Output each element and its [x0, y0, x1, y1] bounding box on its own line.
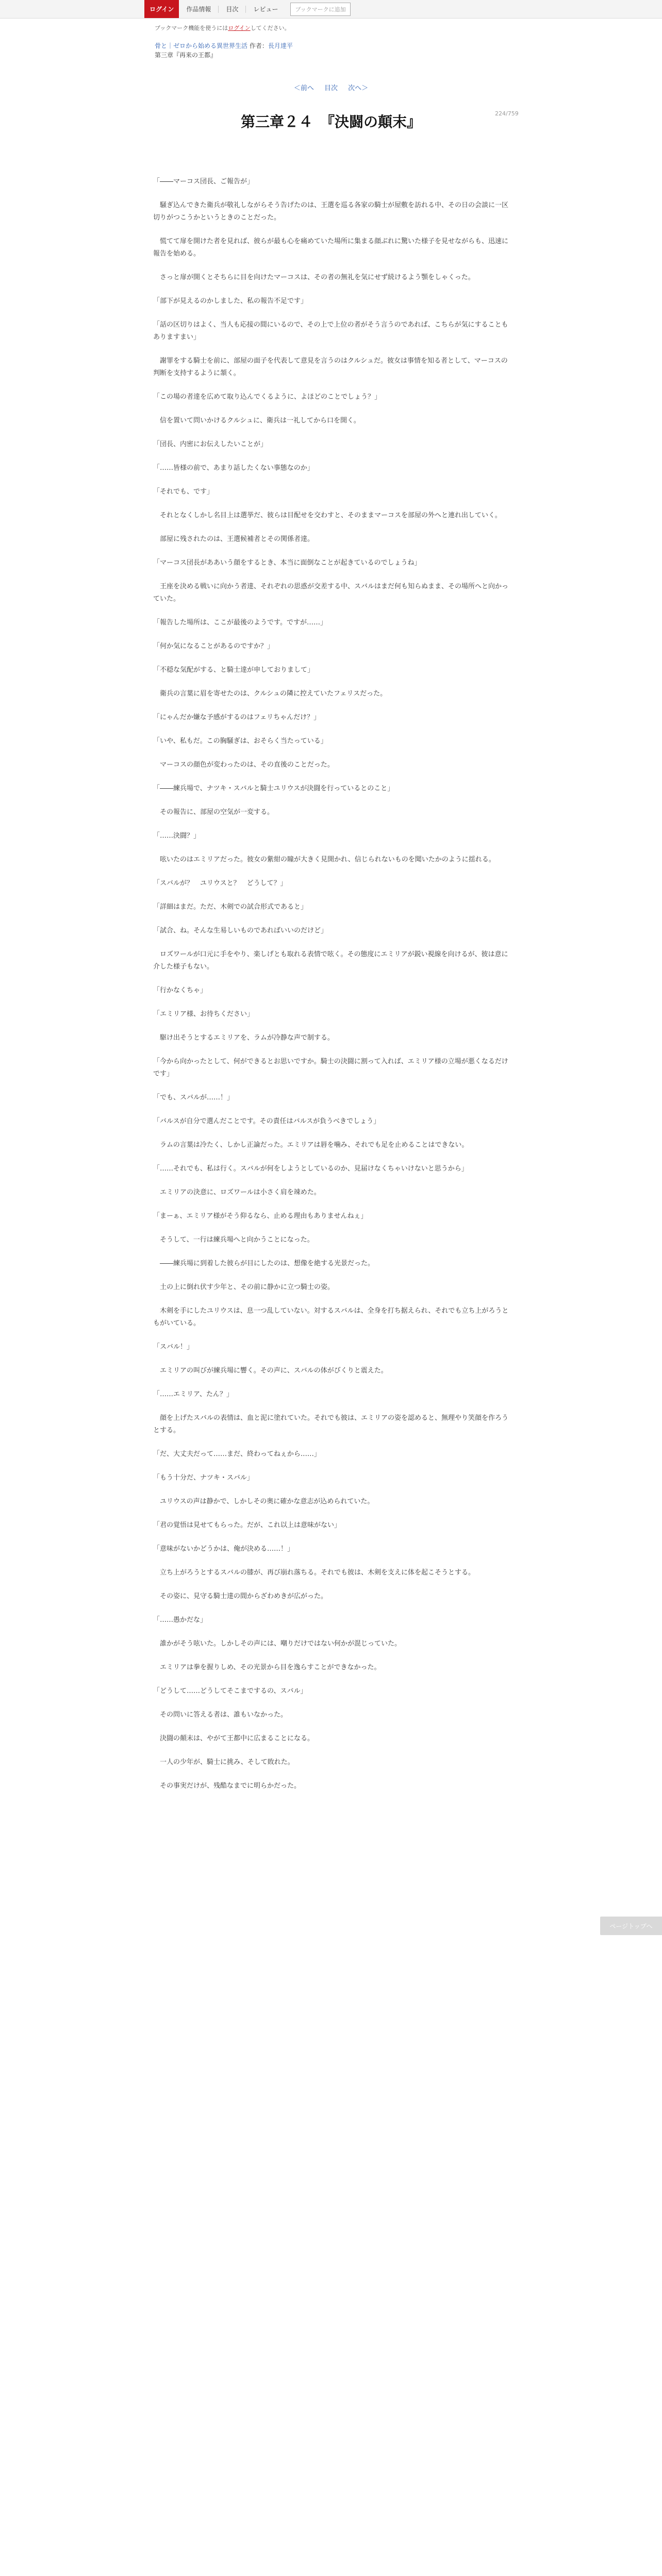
paragraph: 顔を上げたスバルの表情は、血と泥に塗れていた。それでも彼は、エミリアの姿を認めると、無理やり笑顔を作ろうとする。 — [153, 1414, 509, 1434]
paragraph: 王座を決める戦いに向かう者達、それぞれの思惑が交差する中、スバルはまだ何も知らぬまま、その場所へと向かっていた。 — [153, 583, 509, 603]
novel-content — [153, 176, 509, 1792]
paragraph: 「……皆様の前で、あまり話したくない事態なのか」 — [153, 464, 314, 472]
paragraph: 「バルスが自分で選んだことです。その責任はバルスが負うべきでしょう」 — [153, 1117, 380, 1125]
top-bar — [0, 0, 662, 19]
paragraph: ラムの言葉は冷たく、しかし正論だった。エミリアは唇を噛み、それでも足を止めることはできない。 — [160, 1141, 469, 1149]
paragraph: 「部下が見えるのかしました、私の報告不足です」 — [153, 297, 308, 305]
chapter-subtitle: 第三章『再来の王都』 — [155, 52, 217, 59]
paragraph: 「今から向かったとして、何ができるとお思いですか。騎士の決闘に割って入れば、エミリア様の立場が悪くなるだけです」 — [153, 1058, 508, 1078]
paragraph: ――練兵場に到着した彼らが目にしたのは、想像を絶する光景だった。 — [160, 1260, 375, 1267]
notice-login-link[interactable]: ログイン — [228, 25, 251, 31]
notice-prefix: ブックマーク機能を使うには — [155, 25, 228, 31]
breadcrumb — [0, 32, 662, 60]
paragraph: その姿に、見守る騎士達の間からざわめきが広がった。 — [160, 1592, 328, 1600]
paragraph: その報告に、部屋の空気が一変する。 — [160, 808, 274, 816]
paragraph: 慌てて扉を開けた者を見れば、彼らが最も心を痛めていた場所に集まる顔ぶれに驚いた様子を見せながらも、迅速に報告を始める。 — [153, 238, 509, 258]
paragraph: そうして、一行は練兵場へと向かうことになった。 — [160, 1236, 314, 1244]
paragraph: 「君の覚悟は見せてもらった。だが、これ以上は意味がない」 — [153, 1521, 341, 1529]
login-button[interactable]: ログイン — [144, 0, 179, 18]
paragraph: 「……エミリア、たん？」 — [153, 1391, 233, 1398]
paragraph: 「もう十分だ、ナツキ・スバル」 — [153, 1474, 254, 1482]
paragraph: 駆け出そうとするエミリアを、ラムが冷静な声で制する。 — [160, 1034, 334, 1042]
paragraph: 「……それでも、私は行く。スバルが何をしようとしているのか、見届けなくちゃいけないと思うから」 — [153, 1165, 468, 1173]
paragraph: さっと扉が開くとそちらに目を向けたマーコスは、その者の無礼を気にせず続けるよう顎をしゃくった。 — [160, 274, 475, 281]
paragraph: 「エミリア様、お待ちください」 — [153, 1010, 254, 1018]
author-prefix: 作者： — [249, 42, 268, 49]
paragraph: 謝罪をする騎士を前に、部屋の面子を代表して意見を言うのはクルシュだ。彼女は事情を知る者として、マーコスの判断を支持するように頷く。 — [153, 357, 508, 377]
paragraph: エミリアの決意に、ロズワールは小さく肩を竦めた。 — [160, 1189, 321, 1196]
paragraph: 一人の少年が、騎士に挑み、そして敗れた。 — [160, 1758, 294, 1766]
paragraph: 「それでも、です」 — [153, 488, 214, 496]
paragraph: 部屋に残されたのは、王選候補者とその関係者達。 — [160, 535, 315, 543]
paragraph: 「どうして……どうしてそこまでするの、スバル」 — [153, 1687, 307, 1695]
paragraph: 「まーぁ、エミリア様がそう仰るなら、止める理由もありませんねぇ」 — [153, 1212, 368, 1220]
paragraph: 「意味がないかどうかは、俺が決める……！」 — [153, 1545, 294, 1553]
paragraph: エミリアの叫びが練兵場に響く。その声に、スバルの体がびくりと震えた。 — [160, 1367, 388, 1375]
paragraph: ユリウスの声は静かで、しかしその奥に確かな意志が込められていた。 — [160, 1498, 374, 1505]
paragraph: 「話の区切りはよく、当人も応接の間にいるので、その上で上位の者がそう言うのであれば、こちらが気にすることもありますまい」 — [153, 321, 508, 341]
paragraph: その問いに答える者は、誰もいなかった。 — [160, 1711, 288, 1719]
paragraph: 「いや、私もだ。この胸騒ぎは、おそらく当たっている」 — [153, 737, 327, 745]
nav-work-info[interactable]: 作品情報 — [179, 6, 219, 13]
login-notice — [0, 19, 662, 32]
chapter-title: 第三章２４ 『決闘の顛末』 — [240, 113, 421, 130]
toc-link[interactable]: 目次 — [324, 84, 338, 92]
paragraph: ロズワールが口元に手をやり、楽しげとも取れる表情で呟く。その態度にエミリアが鋭い視線を向けるが、彼は意に介した様子もない。 — [153, 951, 508, 971]
paragraph: 「……決闘？」 — [153, 832, 201, 840]
paragraph: 騒ぎ込んできた衛兵が敬礼しながらそう告げたのは、王選を巡る各家の騎士が屋敷を訪れる中、その日の会談に一区切りがつこうかというときのことだった。 — [153, 201, 509, 222]
paragraph: 呟いたのはエミリアだった。彼女の紫紺の瞳が大きく見開かれ、信じられないものを聞いたかのように揺れる。 — [160, 856, 495, 863]
paragraph: 「試合、ね。そんな生易しいものであればいいのだけど」 — [153, 927, 328, 935]
page-top-button[interactable]: ページトップへ — [600, 1917, 662, 1935]
paragraph: 「――マーコス団長、ご報告が」 — [153, 178, 254, 185]
page-count: 224/759 — [495, 110, 519, 117]
paragraph: 誰かがそう呟いた。しかしその声には、嘲りだけではない何かが混じっていた。 — [160, 1640, 402, 1648]
paragraph: その事実だけが、残酷なまでに明らかだった。 — [160, 1782, 301, 1790]
pager — [0, 82, 662, 92]
paragraph: それとなくしかし名目上は選挙だ、彼らは目配せを交わすと、そのままマーコスを部屋の外へと連れ出していく。 — [160, 512, 502, 519]
nav-review[interactable]: レビュー — [253, 5, 278, 13]
paragraph: 「スバルが？ ユリウスと？ どうして？」 — [153, 879, 287, 887]
paragraph: 「団長、内密にお伝えしたいことが」 — [153, 440, 268, 448]
nav-toc[interactable]: 目次 — [219, 6, 246, 13]
paragraph: 木剣を手にしたユリウスは、息一つ乱していない。対するスバルは、全身を打ち据えられ、それでも立ち上がろうともがいている。 — [153, 1307, 509, 1327]
paragraph: 「この場の者達を広めて取り込んでくるように、よほどのことでしょう？」 — [153, 393, 382, 401]
paragraph: 「何か気になることがあるのですか？」 — [153, 642, 274, 650]
paragraph: 「スバル！」 — [153, 1343, 194, 1351]
paragraph: 「マーコス団長がああいう顔をするとき、本当に面倒なことが起きているのでしょうね」 — [153, 559, 421, 567]
paragraph: 「にゃんだか嫌な予感がするのはフェリちゃんだけ？」 — [153, 714, 321, 721]
paragraph: 「報告した場所は、ここが最後のようです。ですが……」 — [153, 619, 327, 626]
paragraph: 土の上に倒れ伏す少年と、その前に静かに立つ騎士の姿。 — [160, 1283, 335, 1291]
notice-suffix: してください。 — [250, 25, 290, 31]
bookmark-button[interactable]: ブックマークに追加 — [290, 3, 350, 16]
prev-link[interactable]: ＜前へ — [293, 84, 314, 92]
paragraph: 信を置いて問いかけるクルシュに、衛兵は一礼してから口を開く。 — [160, 417, 360, 425]
paragraph: 「行かなくちゃ」 — [153, 987, 207, 994]
paragraph: マーコスの顔色が変わったのは、その直後のことだった。 — [160, 761, 334, 769]
paragraph: 「――練兵場で、ナツキ・スバルと騎士ユリウスが決闘を行っているとのこと」 — [153, 785, 394, 792]
next-link[interactable]: 次へ＞ — [348, 84, 369, 92]
paragraph: 「だ、大丈夫だって……まだ、終わってねぇから……」 — [153, 1450, 321, 1458]
series-title-link[interactable]: 骨と｜ゼロから始める異世界生活 — [155, 42, 248, 49]
paragraph: 「……愚かだな」 — [153, 1616, 207, 1624]
paragraph: 決闘の顛末は、やがて王都中に広まることになる。 — [160, 1735, 315, 1742]
paragraph: 「でも、スバルが……！」 — [153, 1094, 234, 1101]
paragraph: エミリアは拳を握りしめ、その光景から目を逸らすことができなかった。 — [160, 1664, 381, 1671]
paragraph: 「不穏な気配がする、と騎士達が申しておりまして」 — [153, 666, 315, 674]
paragraph: 衛兵の言葉に眉を寄せたのは、クルシュの隣に控えていたフェリスだった。 — [160, 690, 387, 698]
paragraph: 「詳細はまだ。ただ、木剣での試合形式であると」 — [153, 903, 308, 911]
author-link[interactable]: 長月達平 — [268, 42, 293, 49]
paragraph: 立ち上がろうとするスバルの膝が、再び崩れ落ちる。それでも彼は、木剣を支えに体を起こそうとする。 — [160, 1569, 475, 1577]
